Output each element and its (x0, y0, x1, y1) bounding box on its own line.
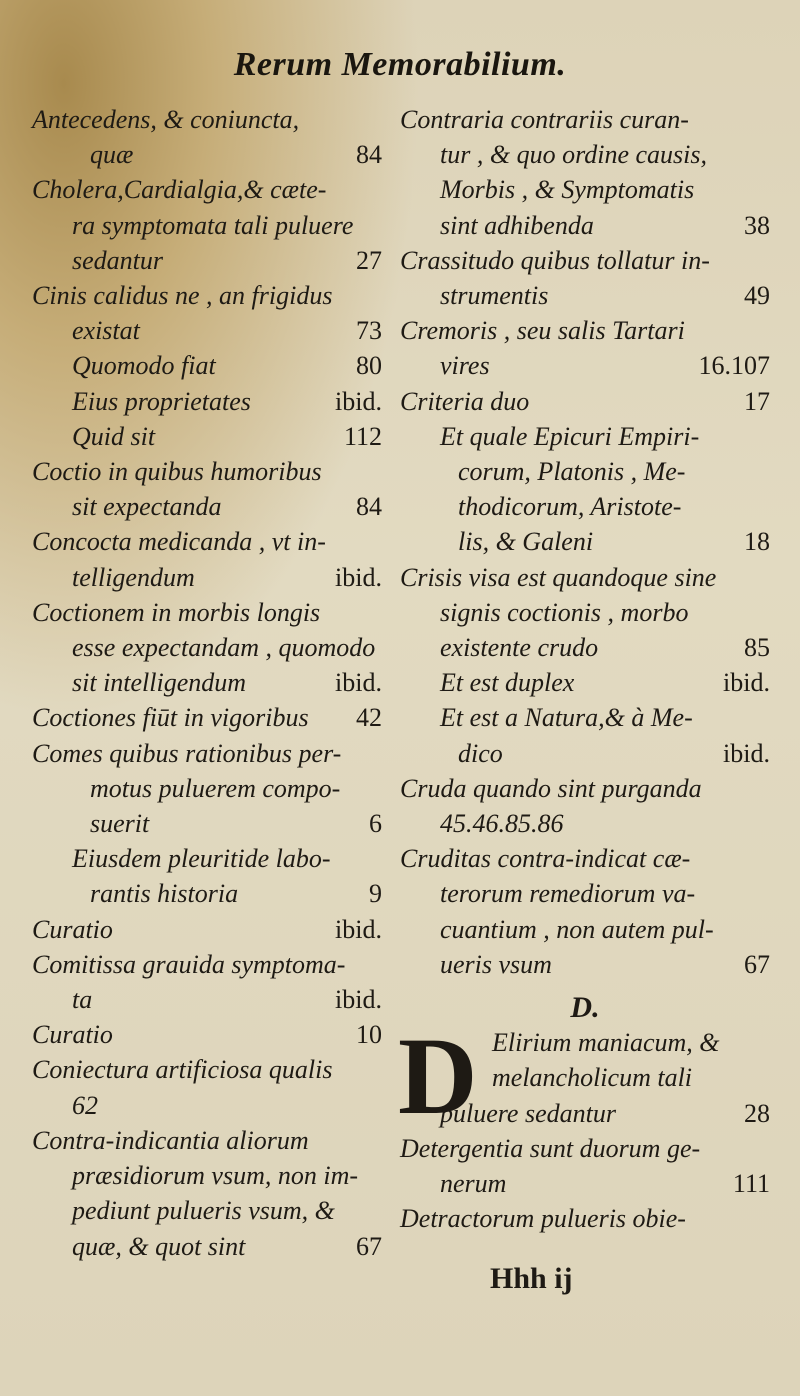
index-line (400, 1131, 770, 1166)
index-entry (32, 524, 382, 594)
entry-text: Elirium maniacum, & (492, 1028, 720, 1058)
index-entry (32, 1017, 382, 1052)
index-line (400, 384, 770, 419)
index-entry (32, 454, 382, 524)
index-line (32, 771, 382, 806)
index-line (400, 665, 770, 700)
page-reference: 112 (343, 421, 382, 451)
index-entry (32, 172, 382, 278)
entry-text: quæ, & quot sint (72, 1231, 246, 1261)
index-line (32, 1088, 382, 1123)
entry-text: Coctio in quibus humoribus (32, 457, 322, 487)
index-line (400, 630, 770, 665)
index-entry (32, 348, 382, 383)
index-line (400, 208, 770, 243)
index-entry (32, 736, 382, 842)
entry-text: Cinis calidus ne , an frigidus (32, 281, 333, 311)
index-column-right (400, 102, 770, 1237)
entry-text: sint adhibenda (440, 210, 594, 240)
index-entry (32, 841, 382, 911)
entry-text: Concocta medicanda , vt in- (32, 527, 326, 557)
entry-text: Cholera,Cardialgia,& cæte- (32, 175, 327, 205)
page-reference: 67 (744, 949, 770, 979)
page-reference: ibid. (335, 562, 382, 592)
index-line (400, 595, 770, 630)
index-entry (32, 1052, 382, 1122)
index-line (400, 1025, 770, 1060)
entry-text: Et est duplex (440, 668, 575, 698)
index-line (32, 384, 382, 419)
index-column-left (32, 102, 382, 1264)
page-reference: 38 (744, 210, 770, 240)
entry-text: ta (72, 985, 93, 1015)
index-line (400, 1096, 770, 1131)
index-line (400, 700, 770, 735)
entry-text: terorum remediorum va- (440, 879, 696, 909)
index-line (32, 419, 382, 454)
page-reference: 111 (732, 1169, 770, 1199)
index-entry (400, 841, 770, 982)
index-entry (398, 1015, 770, 1138)
index-line (400, 771, 770, 806)
entry-text: Curatio (32, 1020, 113, 1050)
index-line (400, 806, 770, 841)
entry-text: Antecedens, & coniuncta, (32, 105, 300, 134)
index-entry (32, 1123, 382, 1264)
index-entry (32, 419, 382, 454)
index-entry (400, 700, 770, 770)
index-entry (32, 384, 382, 419)
index-line (400, 1060, 770, 1095)
page-reference: 16.107 (698, 351, 770, 381)
page-reference: 17 (744, 386, 770, 416)
index-line (32, 1052, 382, 1087)
index-entry (32, 947, 382, 1017)
page-reference: ibid. (335, 386, 382, 416)
index-line (400, 1166, 770, 1201)
index-line (32, 1123, 382, 1158)
entry-text: cuantium , non autem pul- (440, 914, 714, 944)
entry-text: Eius proprietates (72, 386, 251, 416)
page-reference: 49 (744, 281, 770, 311)
index-line (32, 208, 382, 243)
entry-text: Morbis , & Symptomatis (440, 175, 695, 205)
entry-text: Curatio (32, 914, 113, 944)
page-reference: 80 (356, 351, 382, 381)
entry-text: Eiusdem pleuritide labo- (72, 844, 331, 874)
entry-text: motus puluerem compo- (90, 773, 341, 803)
index-line (32, 982, 382, 1017)
entry-text: existat (72, 316, 140, 346)
index-line (400, 454, 770, 489)
index-line (32, 806, 382, 841)
index-line (32, 1017, 382, 1052)
entry-text: Detergentia sunt duorum ge- (400, 1133, 701, 1163)
entry-text: esse expectandam , quomodo (72, 633, 376, 663)
index-line (400, 348, 770, 383)
index-line (400, 278, 770, 313)
drop-capital: D (398, 1015, 478, 1138)
index-entry (400, 560, 770, 666)
index-line (400, 313, 770, 348)
entry-text: Cremoris , seu salis Tartari (400, 316, 685, 346)
page-reference: 42 (356, 703, 382, 733)
index-entry (32, 278, 382, 348)
index-line (400, 243, 770, 278)
index-line (32, 137, 382, 172)
entry-text: existente crudo (440, 633, 599, 663)
entry-text: puluere sedantur (440, 1098, 616, 1128)
entry-text: rantis historia (90, 879, 239, 909)
entry-text: signis coctionis , morbo (440, 597, 689, 627)
entry-text: quæ (90, 140, 134, 170)
page-reference: 84 (356, 492, 382, 522)
entry-text: 45.46.85.86 (440, 809, 564, 839)
page-reference: ibid. (335, 668, 382, 698)
entry-text: Et est a Natura,& à Me- (440, 703, 693, 733)
index-line (32, 630, 382, 665)
index-line (32, 700, 382, 735)
index-entry (32, 595, 382, 701)
index-line (400, 841, 770, 876)
index-entry (400, 1201, 770, 1236)
page-title: Rerum Memorabilium. (233, 46, 567, 83)
page-reference: 9 (369, 879, 382, 909)
entry-text: Comitissa grauida symptoma- (32, 949, 346, 979)
index-entry (400, 419, 770, 560)
index-entry (32, 912, 382, 947)
index-line (32, 841, 382, 876)
entry-text: suerit (90, 809, 150, 839)
page-reference: ibid. (723, 668, 770, 698)
index-line (400, 102, 770, 137)
signature-mark: Hhh ij (490, 1262, 573, 1295)
page-reference: 27 (356, 245, 382, 275)
index-line (400, 172, 770, 207)
index-entry (400, 243, 770, 313)
entry-text: sit expectanda (72, 492, 222, 522)
entry-text: Et quale Epicuri Empiri- (440, 421, 700, 451)
entry-text: Cruda quando sint purganda (400, 773, 702, 803)
index-line (32, 876, 382, 911)
index-line (400, 947, 770, 982)
index-entry (400, 102, 770, 243)
page-reference: 10 (356, 1020, 382, 1050)
index-line (400, 560, 770, 595)
index-line (32, 912, 382, 947)
entry-text: strumentis (440, 281, 549, 311)
entry-text: Cruditas contra-indicat cæ- (400, 844, 691, 874)
entry-text: melancholicum tali (492, 1063, 693, 1093)
index-entry (400, 665, 770, 700)
index-line (32, 348, 382, 383)
page-reference: ibid. (723, 738, 770, 768)
index-line (32, 1193, 382, 1228)
section-d-entries (398, 1015, 770, 1236)
index-line (400, 736, 770, 771)
index-line (400, 137, 770, 172)
index-line (400, 489, 770, 524)
index-entry (400, 1131, 770, 1201)
entry-text: Contra-indicantia aliorum (32, 1125, 309, 1155)
entry-text: pediunt pulueris vsum, & (72, 1196, 335, 1226)
index-line (400, 1201, 770, 1236)
entry-text: Criteria duo (400, 386, 530, 416)
page-reference: 67 (356, 1231, 382, 1261)
entry-text: tur , & quo ordine causis, (440, 140, 707, 170)
entry-text: Quid sit (72, 421, 156, 451)
index-line (32, 313, 382, 348)
entry-text: 62 (72, 1090, 98, 1120)
entry-text: præsidiorum vsum, non im- (72, 1161, 359, 1191)
section-letter-heading: D. (570, 991, 600, 1025)
entry-text: Crisis visa est quandoque sine (400, 562, 717, 592)
page-reference: 84 (356, 140, 382, 170)
index-line (32, 524, 382, 559)
index-line (32, 243, 382, 278)
index-line (32, 1158, 382, 1193)
page-reference: 6 (369, 809, 382, 839)
entry-text: nerum (440, 1169, 507, 1199)
index-line (32, 947, 382, 982)
index-entry (32, 102, 382, 172)
page-reference: 18 (744, 527, 770, 557)
entry-text: Coniectura artificiosa qualis (32, 1055, 333, 1085)
page-reference: ibid. (335, 985, 382, 1015)
index-line (32, 595, 382, 630)
entry-text: corum, Platonis , Me- (458, 457, 686, 487)
index-line (32, 278, 382, 313)
entry-text: Contraria contrariis curan- (400, 105, 689, 134)
index-entry (400, 313, 770, 383)
entry-text: Coctiones fiūt in vigoribus (32, 703, 309, 733)
entry-text: Detractorum pulueris obie- (400, 1204, 686, 1234)
index-line (32, 102, 382, 137)
page-reference: 73 (356, 316, 382, 346)
entry-text: Crassitudo quibus tollatur in- (400, 245, 710, 275)
index-line (400, 419, 770, 454)
entry-text: Quomodo fiat (72, 351, 216, 381)
entry-text: Coctionem in morbis longis (32, 597, 321, 627)
index-line (32, 665, 382, 700)
entry-text: sedantur (72, 245, 163, 275)
index-line (400, 524, 770, 559)
index-line (400, 876, 770, 911)
entry-text: telligendum (72, 562, 195, 592)
index-line (400, 912, 770, 947)
entry-text: ueris vsum (440, 949, 552, 979)
page-reference: 28 (744, 1098, 770, 1128)
entry-text: ra symptomata tali puluere (72, 210, 354, 240)
entry-text: lis, & Galeni (458, 527, 594, 557)
entry-text: Comes quibus rationibus per- (32, 738, 342, 768)
entry-text: vires (440, 351, 490, 381)
entry-text: sit intelligendum (72, 668, 247, 698)
entry-text: thodicorum, Aristote- (458, 492, 682, 522)
page-reference: ibid. (335, 914, 382, 944)
index-line (32, 1229, 382, 1264)
index-line (32, 736, 382, 771)
entry-text: dico (458, 738, 503, 768)
index-line (32, 454, 382, 489)
page-reference: 85 (744, 633, 770, 663)
index-entry (32, 700, 382, 735)
index-line (32, 172, 382, 207)
index-entry (400, 771, 770, 841)
index-line (32, 489, 382, 524)
index-entry (400, 384, 770, 419)
index-line (32, 560, 382, 595)
